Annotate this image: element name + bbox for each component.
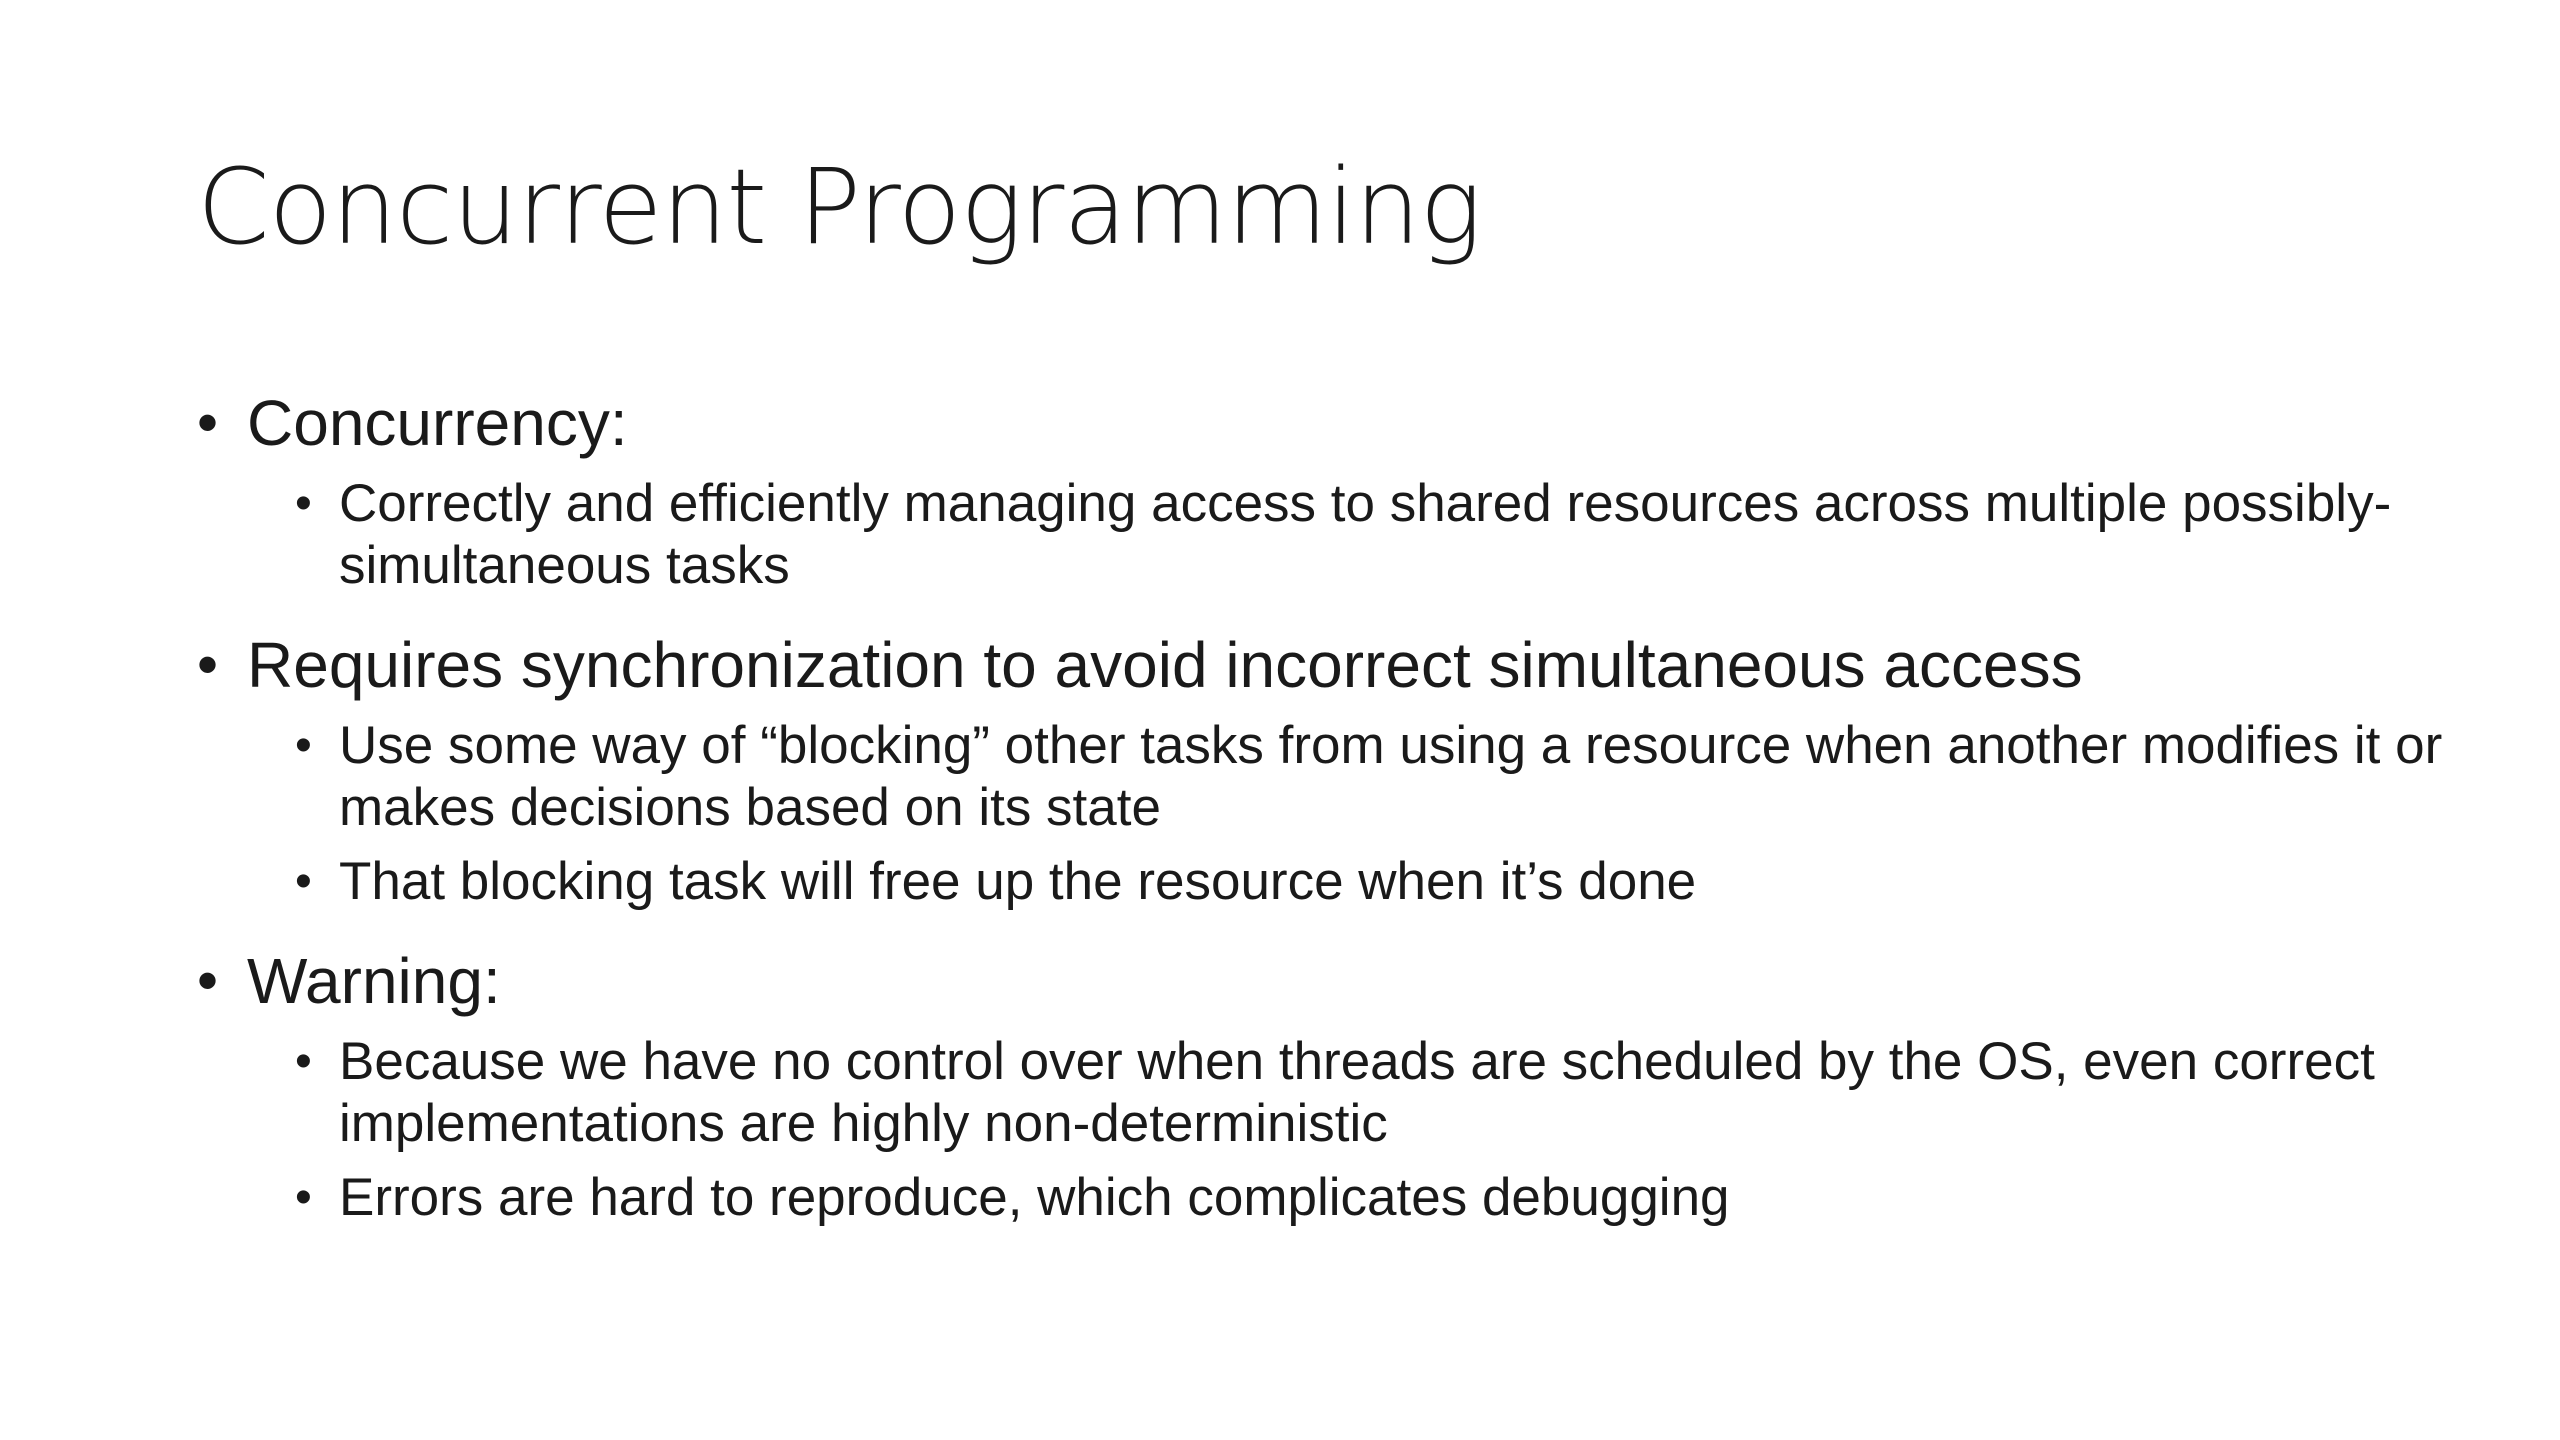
sub-bullet-text: Use some way of “blocking” other tasks from using a resource when another modifies it or makes decisions based on its state (339, 716, 2443, 837)
sub-bullet-text: Correctly and efficiently managing access to shared resources across multiple possibly-simultaneous tasks (339, 474, 2392, 595)
bullet-item-concurrency (197, 385, 2447, 461)
sub-bullet-item (295, 715, 2489, 839)
sub-bullet-item (295, 1031, 2489, 1155)
bullet-icon: • (295, 1171, 312, 1224)
bullet-list (197, 385, 2447, 1229)
sub-bullet-item (295, 1167, 2489, 1229)
bullet-icon: • (197, 947, 219, 1014)
sub-bullet-text: That blocking task will free up the resource when it’s done (339, 852, 1697, 911)
bullet-item-synchronization (197, 627, 2447, 703)
sub-bullet-text: Errors are hard to reproduce, which complicates debugging (339, 1168, 1730, 1227)
slide-title: Concurrent Programming (197, 146, 1481, 268)
bullet-text: Requires synchronization to avoid incorrect simultaneous access (247, 629, 2083, 701)
bullet-item-warning (197, 943, 2447, 1019)
bullet-text: Warning: (247, 945, 501, 1017)
bullet-icon: • (295, 477, 312, 530)
bullet-text: Concurrency: (247, 387, 628, 459)
bullet-icon: • (197, 389, 219, 456)
bullet-icon: • (295, 855, 312, 908)
sub-bullet-text: Because we have no control over when threads are scheduled by the OS, even correct implementations are highly non-deterministic (339, 1032, 2375, 1153)
bullet-icon: • (295, 719, 312, 772)
sub-bullet-item (295, 473, 2489, 597)
sub-bullet-item (295, 851, 2489, 913)
bullet-icon: • (295, 1035, 312, 1088)
bullet-icon: • (197, 631, 219, 698)
